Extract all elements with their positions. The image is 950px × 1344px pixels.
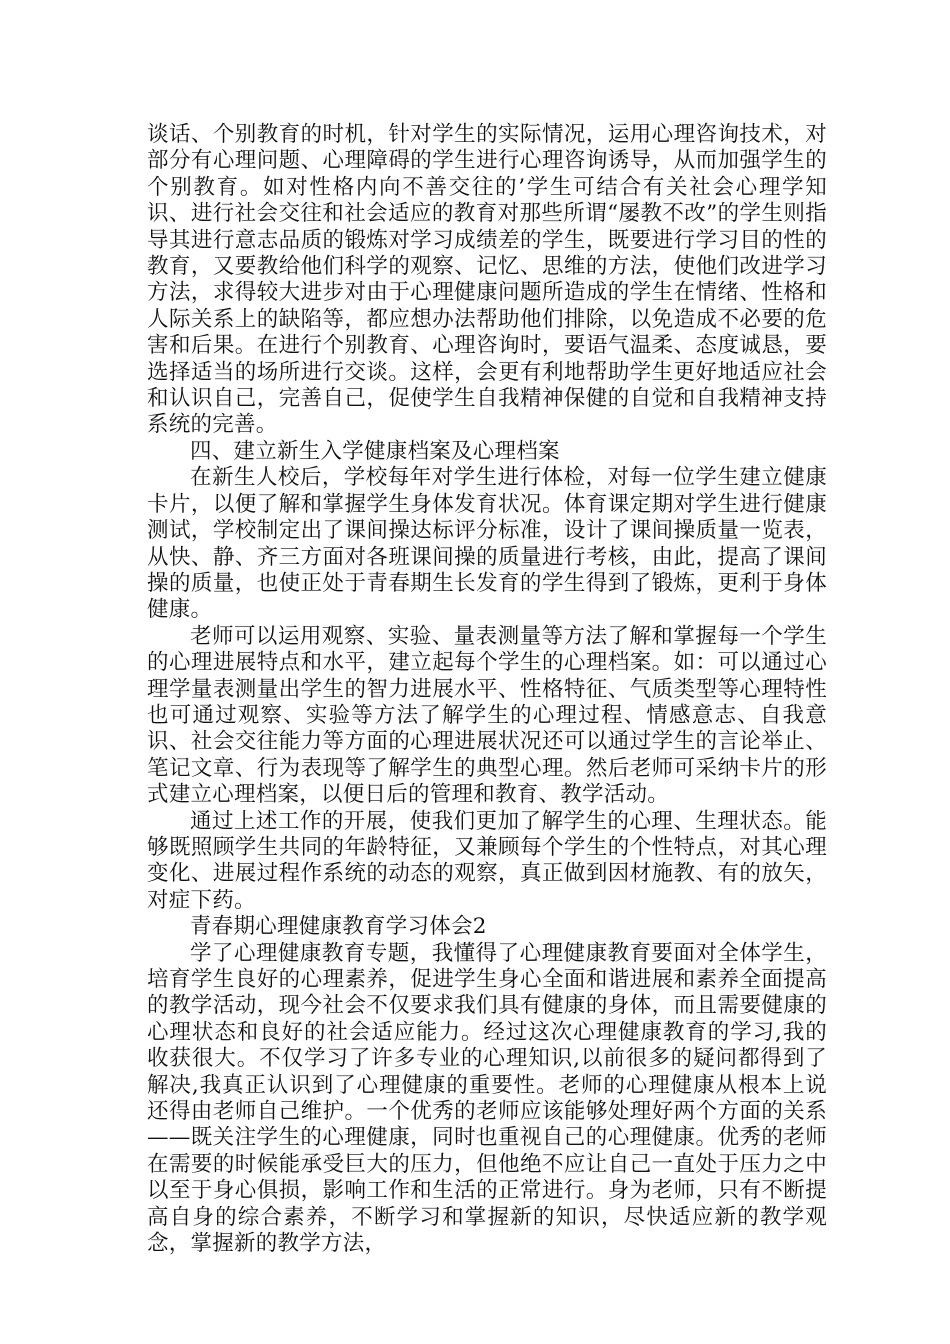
document-page: [147, 122, 827, 1257]
paragraph-summary: 通过上述工作的开展，使我们更加了解学生的心理、生理状态。能够既照顾学生共同的年龄特征，又兼顾每个学生的个性特点，对其心理变化、进展过程作系统的动态的观察，真正做到因材施教、有的放矢，对症下药。: [147, 808, 827, 913]
section-heading-health-records: 四、建立新生入学健康档案及心理档案: [190, 438, 560, 464]
paragraph-reflection: 学了心理健康教育专题，我懂得了心理健康教育要面对全体学生，培育学生良好的心理素养，促进学生身心全面和谐进展和素养全面提高的教学活动，现今社会不仅要求我们具有健康的身体，而且需要健康的心理状态和良好的社会适应能力。经过这次心理健康教育的学习,我的收获很大。不仅学习了许多专业的心理知识,以前很多的疑问都得到了解决,我真正认识到了心理健康的重要性。老师的心理健康从根本上说还得由老师自己维护。一个优秀的老师应该能够处理好两个方面的关系——既关注学生的心理健康，同时也重视自己的心理健康。优秀的老师在需要的时候能承受巨大的压力，但他绝不应让自己一直处于压力之中以至于身心俱损，影响工作和生活的正常进行。身为老师，只有不断提高自身的综合素养，不断学习和掌握新的知识，尽快适应新的教学观念，掌握新的教学方法，: [147, 940, 827, 1257]
section-heading-reflection-2: 青春期心理健康教育学习体会2: [190, 914, 487, 940]
paragraph-psych-records: 老师可以运用观察、实验、量表测量等方法了解和掌握每一个学生的心理进展特点和水平，建立起每个学生的心理档案。如：可以通过心理学量表测量出学生的智力进展水平、性格特征、气质类型等心理特性也可通过观察、实验等方法了解学生的心理过程、情感意志、自我意识、社会交往能力等方面的心理进展状况还可以通过学生的言论举止、笔记文章、行为表现等了解学生的典型心理。然后老师可采纳卡片的形式建立心理档案，以便日后的管理和教育、教学活动。: [147, 623, 827, 808]
paragraph-individual-education: 谈话、个别教育的时机，针对学生的实际情况，运用心理咨询技术，对部分有心理问题、心理障碍的学生进行心理咨询诱导，从而加强学生的个别教育。如对性格内向不善交往的’学生可结合有关社会心理学知识、进行社会交往和社会适应的教育对那些所谓“屡教不改”的学生则指导其进行意志品质的锻炼对学习成绩差的学生，既要进行学习目的性的教育，又要教给他们科学的观察、记忆、思维的方法，使他们改进学习方法，求得较大进步对由于心理健康问题所造成的学生在情绪、性格和人际关系上的缺陷等，都应想办法帮助他们排除，以免造成不必要的危害和后果。在进行个别教育、心理咨询时，要语气温柔、态度诚恳，要选择适当的场所进行交谈。这样，会更有利地帮助学生更好地适应社会和认识自己，完善自己，促使学生自我精神保健的自觉和自我精神支持系统的完善。: [147, 122, 827, 438]
paragraph-health-cards: 在新生人校后，学校每年对学生进行体检，对每一位学生建立健康卡片，以便了解和掌握学生身体发育状况。体育课定期对学生进行健康测试，学校制定出了课间操达标评分标准，设计了课间操质量一览表，从快、静、齐三方面对各班课间操的质量进行考核，由此，提高了课间操的质量，也使正处于青春期生长发育的学生得到了锻炼，更利于身体健康。: [147, 465, 827, 623]
